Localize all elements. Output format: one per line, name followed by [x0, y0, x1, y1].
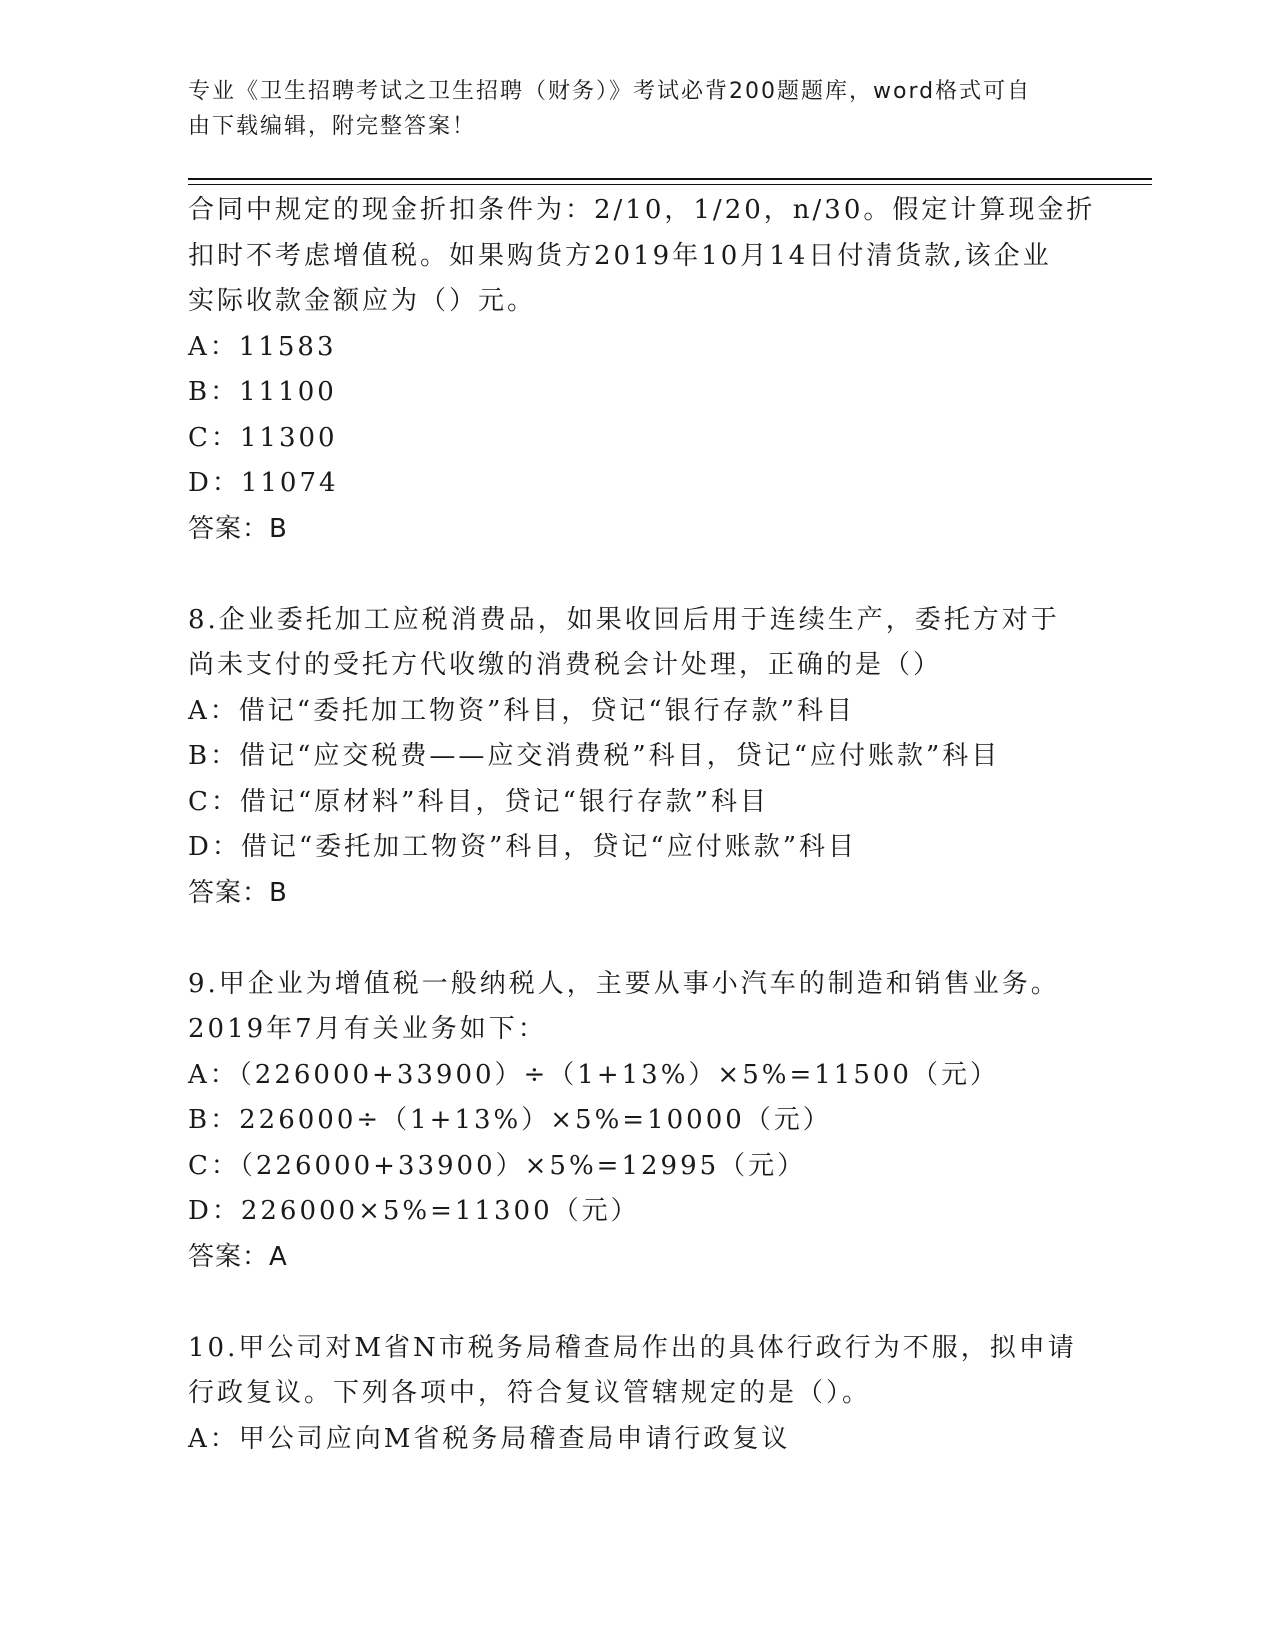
- question-stem: 尚未支付的受托方代收缴的消费税会计处理，正确的是（）: [188, 650, 943, 680]
- option-b: B：226000÷（1+13%）×5%=10000（元）: [188, 1105, 832, 1135]
- question-stem: 扣时不考虑增值税。如果购货方2019年10月14日付清货款,该企业: [188, 240, 1052, 271]
- option-d: D：226000×5%=11300（元）: [188, 1196, 640, 1226]
- option-c: C：借记“原材料”科目，贷记“银行存款”科目: [188, 786, 770, 817]
- question-stem: 9.甲企业为增值税一般纳税人，主要从事小汽车的制造和销售业务。: [188, 968, 1060, 999]
- spacer: [188, 552, 1108, 598]
- spacer: [188, 916, 1108, 962]
- question-stem: 10.甲公司对M省N市税务局稽查局作出的具体行政行为不服，拟申请: [188, 1332, 1077, 1363]
- option-c: C：（226000+33900）×5%=12995（元）: [188, 1150, 807, 1181]
- question-stem: 2019年7月有关业务如下：: [188, 1014, 547, 1044]
- question-stem: 合同中规定的现金折扣条件为：2/10，1/20，n/30。假定计算现金折: [188, 195, 1096, 225]
- header-line-1: 专业《卫生招聘考试之卫生招聘（财务）》考试必背200题题库，word格式可自: [188, 79, 1032, 104]
- question-stem: 实际收款金额应为（）元。: [188, 286, 537, 316]
- option-a: A：借记“委托加工物资”科目，贷记“银行存款”科目: [188, 695, 855, 726]
- question-stem: 行政复议。下列各项中，符合复议管辖规定的是（）。: [188, 1378, 872, 1408]
- answer-line: 答案：A: [188, 1241, 288, 1272]
- option-a: A：（226000+33900）÷（1+13%）×5%=11500（元）: [188, 1059, 999, 1090]
- document-header: [188, 74, 1068, 144]
- question-8: [188, 598, 1108, 917]
- option-d: D：借记“委托加工物资”科目，贷记“应付账款”科目: [188, 832, 858, 862]
- option-a: A：11583: [188, 331, 337, 362]
- question-stem: 8.企业委托加工应税消费品，如果收回后用于连续生产，委托方对于: [188, 604, 1060, 635]
- option-a: A：甲公司应向M省税务局稽查局申请行政复议: [188, 1423, 791, 1454]
- question-7: [188, 188, 1108, 552]
- option-c: C：11300: [188, 422, 338, 453]
- answer-line: 答案：B: [188, 877, 288, 908]
- option-d: D：11074: [188, 468, 339, 498]
- header-rule-thin: [188, 184, 1152, 185]
- option-b: B：11100: [188, 377, 337, 407]
- answer-line: 答案：B: [188, 513, 288, 544]
- spacer: [188, 1280, 1108, 1326]
- question-10: [188, 1326, 1108, 1463]
- option-b: B：借记“应交税费——应交消费税”科目，贷记“应付账款”科目: [188, 741, 1001, 771]
- document-body: [188, 188, 1108, 1462]
- question-9: [188, 962, 1108, 1281]
- header-rule-thick: [188, 178, 1152, 180]
- header-line-2: 由下载编辑，附完整答案！: [188, 114, 477, 139]
